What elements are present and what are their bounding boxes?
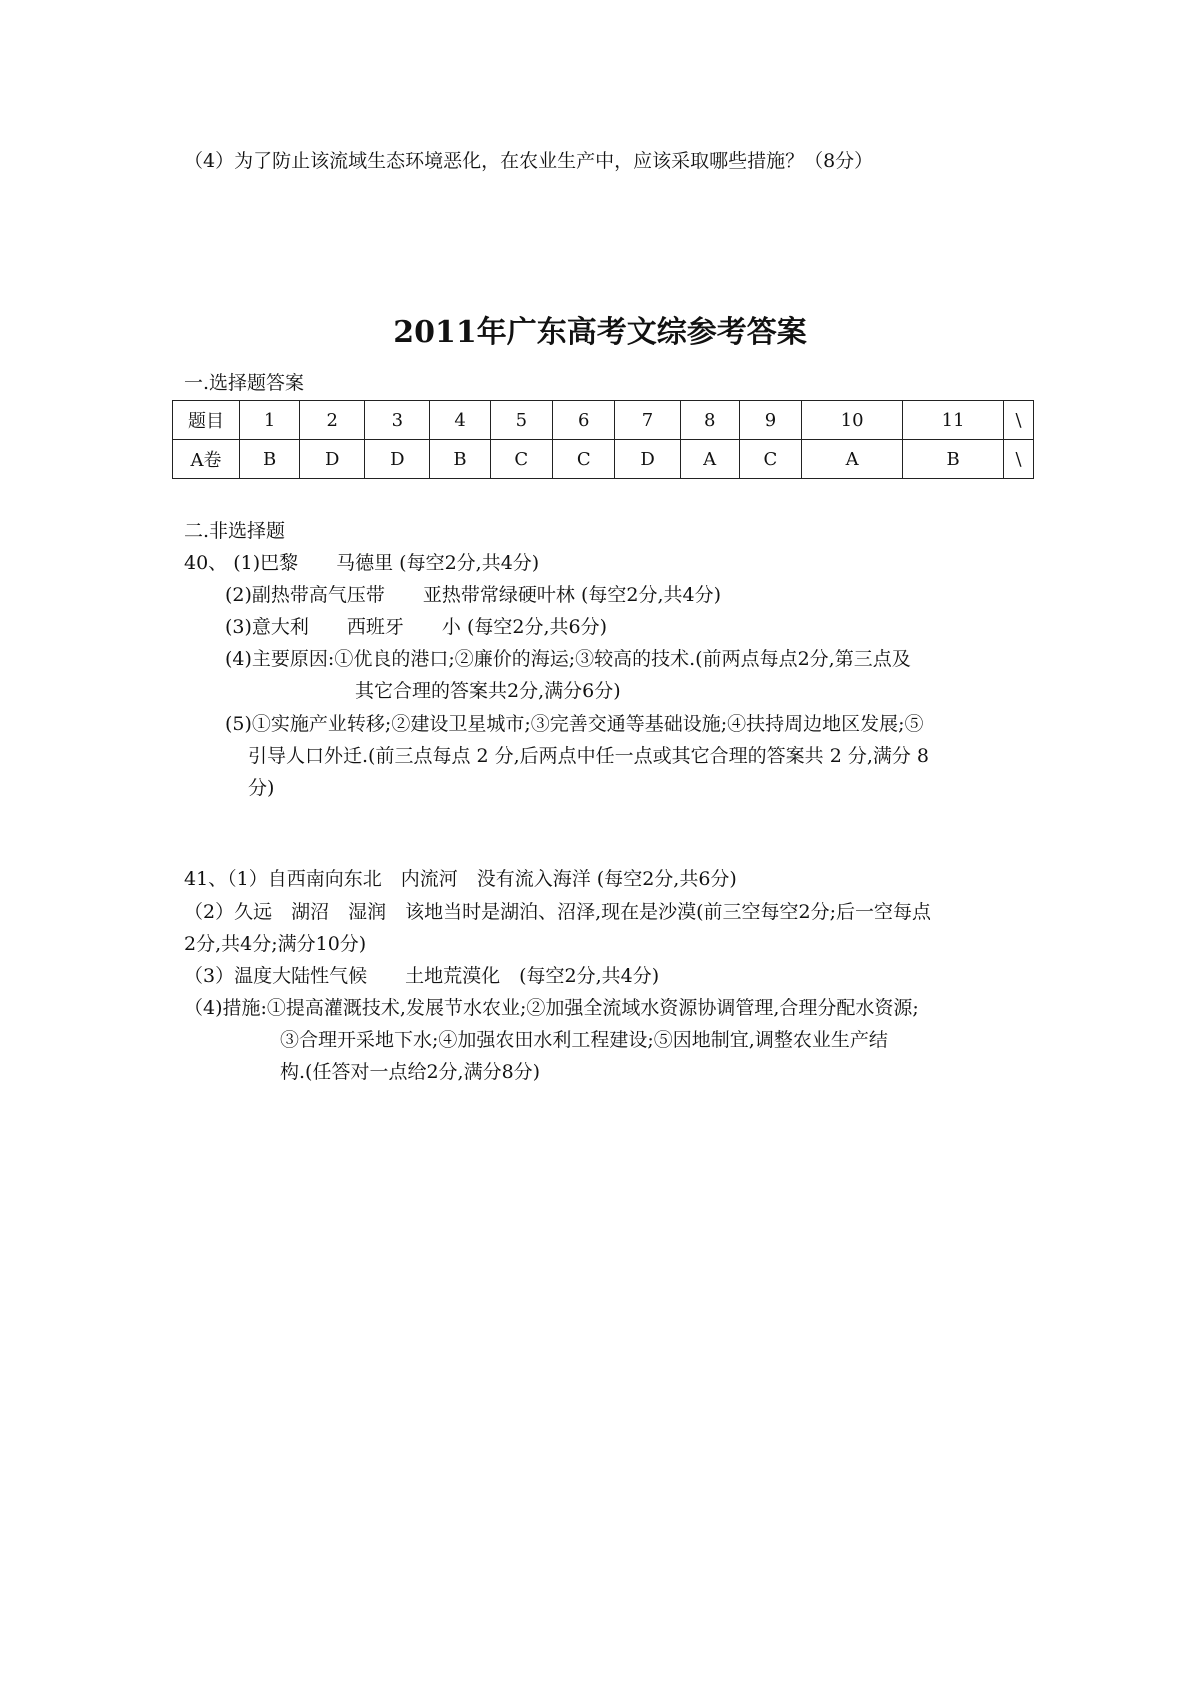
q41-line-1: 41、（1）自西南向东北 内流河 没有流入海洋 (每空2分,共6分) [184, 868, 737, 890]
section-2-heading: 二.非选择题 [184, 520, 286, 542]
table-cell-answer: C [739, 440, 801, 479]
table-cell-answer: D [300, 440, 365, 479]
q40-line-3: (3)意大利 西班牙 小 (每空2分,共6分) [225, 616, 607, 638]
table-cell-question: 4 [430, 401, 490, 440]
q40-line-5: 其它合理的答案共2分,满分6分) [355, 680, 621, 702]
q40-line-1: 40、 (1)巴黎 马德里 (每空2分,共4分) [184, 552, 540, 574]
question-4-text: （4）为了防止该流域生态环境恶化，在农业生产中，应该采取哪些措施？（8分） [184, 150, 874, 172]
table-cell-question: 7 [615, 401, 680, 440]
table-cell-answer: C [490, 440, 552, 479]
q41-line-4: （3）温度大陆性气候 土地荒漠化 (每空2分,共4分) [184, 965, 660, 987]
table-cell-question: 11 [903, 401, 1004, 440]
table-cell-question: 1 [240, 401, 300, 440]
table-cell-question: 9 [739, 401, 801, 440]
table-cell-answer: C [553, 440, 615, 479]
section-1-heading: 一.选择题答案 [184, 372, 305, 394]
table-cell-answer: \ [1004, 440, 1034, 479]
q41-line-3: 2分,共4分;满分10分) [184, 933, 367, 955]
q40-line-7: 引导人口外迁.(前三点每点 2 分,后两点中任一点或其它合理的答案共 2 分,满分 8 [248, 745, 929, 767]
table-cell-question: 6 [553, 401, 615, 440]
table-answer-row-label: A卷 [173, 440, 240, 479]
table-cell-question: 10 [802, 401, 903, 440]
answer-table [172, 400, 1034, 479]
q41-line-7: 构.(任答对一点给2分,满分8分) [280, 1061, 541, 1083]
table-row-header-label: 题目 [173, 401, 240, 440]
table-cell-question: 8 [680, 401, 739, 440]
table-cell-answer: B [240, 440, 300, 479]
table-cell-answer: D [615, 440, 680, 479]
table-cell-answer: B [903, 440, 1004, 479]
table-cell-question: \ [1004, 401, 1034, 440]
q40-line-8: 分) [248, 777, 275, 799]
table-row-questions [173, 401, 1034, 440]
q41-line-6: ③合理开采地下水;④加强农田水利工程建设;⑤因地制宜,调整农业生产结 [280, 1029, 888, 1051]
q40-line-4: (4)主要原因:①优良的港口;②廉价的海运;③较高的技术.(前两点每点2分,第三点及 [225, 648, 911, 670]
q40-line-6: (5)①实施产业转移;②建设卫星城市;③完善交通等基础设施;④扶持周边地区发展;⑤ [225, 713, 924, 735]
table-cell-question: 5 [490, 401, 552, 440]
table-cell-answer: A [680, 440, 739, 479]
table-cell-question: 3 [365, 401, 430, 440]
q40-line-2: (2)副热带高气压带 亚热带常绿硬叶林 (每空2分,共4分) [225, 584, 721, 606]
table-cell-answer: A [802, 440, 903, 479]
q41-line-5: （4)措施:①提高灌溉技术,发展节水农业;②加强全流域水资源协调管理,合理分配水资源; [184, 997, 919, 1019]
table-row-answers [173, 440, 1034, 479]
q41-line-2: （2）久远 湖沼 湿润 该地当时是湖泊、沼泽,现在是沙漠(前三空每空2分;后一空每点 [184, 901, 932, 923]
table-cell-question: 2 [300, 401, 365, 440]
page-title: 2011年广东高考文综参考答案 [393, 315, 807, 350]
table-cell-answer: D [365, 440, 430, 479]
table-cell-answer: B [430, 440, 490, 479]
